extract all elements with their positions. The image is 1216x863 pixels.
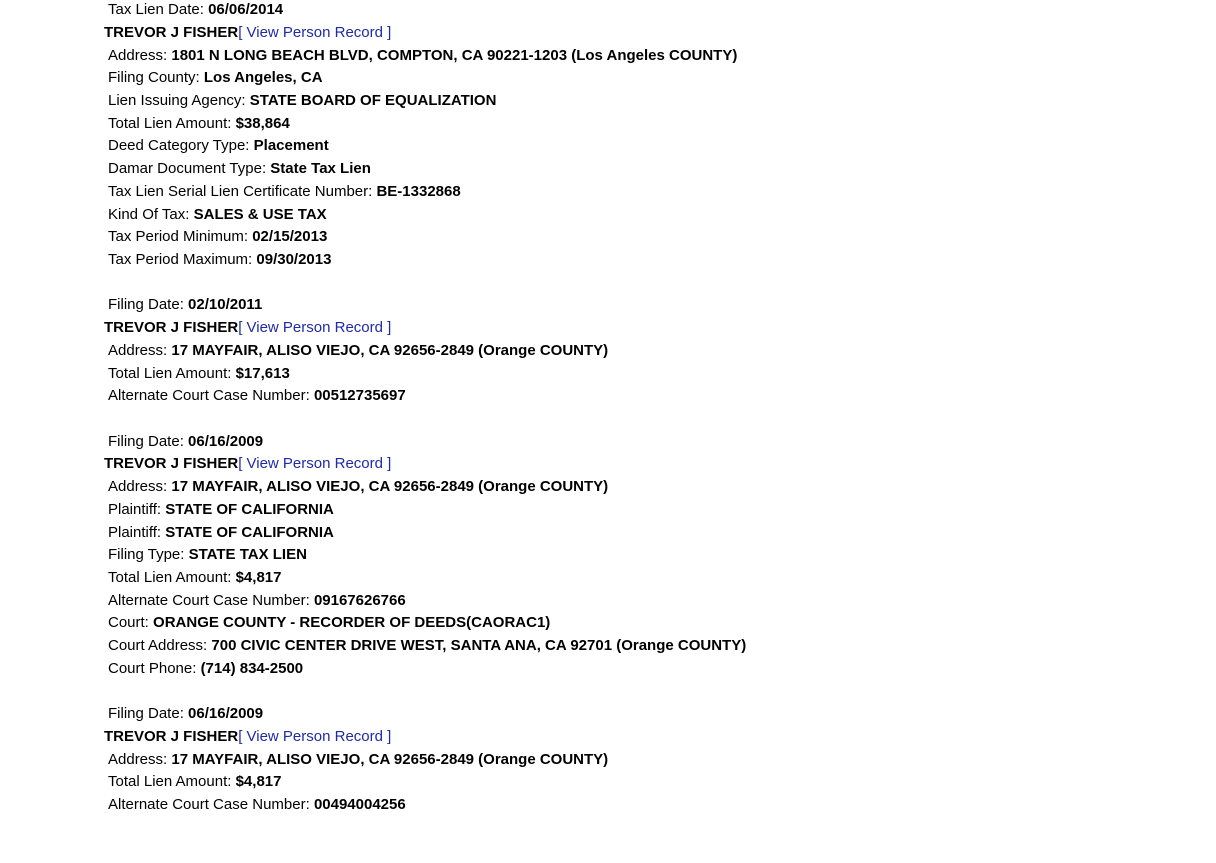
field-row bbox=[108, 772, 281, 792]
field-value: 02/10/2011 bbox=[188, 296, 263, 313]
field-label: Deed Category Type: bbox=[108, 137, 250, 154]
view-person-record-link[interactable]: [ View Person Record ] bbox=[238, 24, 392, 41]
field-label: Address: bbox=[108, 47, 168, 64]
record-header bbox=[108, 704, 263, 724]
field-value: 00512735697 bbox=[313, 387, 406, 404]
record-header bbox=[108, 295, 262, 315]
person-name: TREVOR J FISHER bbox=[104, 455, 239, 472]
field-value: $4,817 bbox=[235, 569, 282, 586]
view-person-record-link[interactable]: [ View Person Record ] bbox=[238, 319, 392, 336]
field-label: Court Address: bbox=[108, 637, 208, 654]
field-value: STATE OF CALIFORNIA bbox=[165, 524, 334, 541]
field-value: 09/30/2013 bbox=[256, 251, 332, 268]
field-value: $38,864 bbox=[235, 115, 290, 132]
field-value: (714) 834-2500 bbox=[200, 660, 304, 677]
field-row bbox=[108, 659, 303, 679]
field-row bbox=[108, 636, 746, 656]
field-value: 1801 N LONG BEACH BLVD, COMPTON, CA 90221-1203 (Los Angeles COUNTY) bbox=[171, 47, 738, 64]
view-person-record-link[interactable]: [ View Person Record ] bbox=[238, 455, 392, 472]
person-name: TREVOR J FISHER bbox=[104, 728, 239, 745]
field-value: 700 CIVIC CENTER DRIVE WEST, SANTA ANA, CA 92701 (Orange COUNTY) bbox=[211, 637, 747, 654]
field-label: Damar Document Type: bbox=[108, 160, 267, 177]
field-label: Total Lien Amount: bbox=[108, 569, 232, 586]
field-label: Total Lien Amount: bbox=[108, 115, 232, 132]
person-name-line bbox=[104, 454, 391, 474]
field-label: Tax Lien Date: bbox=[108, 1, 204, 18]
field-value: 06/16/2009 bbox=[188, 433, 264, 450]
field-row bbox=[108, 250, 331, 270]
field-row bbox=[108, 182, 461, 202]
field-row bbox=[108, 159, 371, 179]
field-row bbox=[108, 68, 323, 88]
field-value: 02/15/2013 bbox=[252, 228, 328, 245]
field-row bbox=[108, 364, 290, 384]
field-value: STATE TAX LIEN bbox=[188, 546, 307, 563]
field-label: Plaintiff: bbox=[108, 524, 162, 541]
field-value: 06/16/2009 bbox=[188, 705, 264, 722]
field-row bbox=[108, 500, 334, 520]
field-row bbox=[108, 568, 281, 588]
field-row bbox=[108, 795, 406, 815]
field-label: Tax Period Minimum: bbox=[108, 228, 249, 245]
field-label: Lien Issuing Agency: bbox=[108, 92, 246, 109]
field-row bbox=[108, 136, 329, 156]
field-label: Filing Date: bbox=[108, 296, 184, 313]
field-value: Placement bbox=[253, 137, 329, 154]
field-label: Filing Date: bbox=[108, 705, 184, 722]
field-value: 17 MAYFAIR, ALISO VIEJO, CA 92656-2849 (Orange COUNTY) bbox=[171, 342, 609, 359]
field-label: Address: bbox=[108, 342, 168, 359]
field-label: Court Phone: bbox=[108, 660, 197, 677]
field-label: Address: bbox=[108, 751, 168, 768]
field-row bbox=[108, 114, 290, 134]
field-row bbox=[108, 591, 406, 611]
field-row bbox=[108, 545, 307, 565]
field-row bbox=[108, 523, 334, 543]
person-name-line bbox=[104, 318, 391, 338]
field-value: 09167626766 bbox=[313, 592, 406, 609]
field-row bbox=[108, 205, 327, 225]
person-name: TREVOR J FISHER bbox=[104, 24, 239, 41]
field-value: $17,613 bbox=[235, 365, 290, 382]
field-label: Plaintiff: bbox=[108, 501, 162, 518]
field-label: Filing Date: bbox=[108, 433, 184, 450]
field-label: Court: bbox=[108, 614, 149, 631]
field-row bbox=[108, 341, 608, 361]
field-label: Alternate Court Case Number: bbox=[108, 796, 310, 813]
record-header bbox=[108, 432, 263, 452]
field-row bbox=[108, 91, 496, 111]
field-label: Alternate Court Case Number: bbox=[108, 387, 310, 404]
field-value: 06/06/2014 bbox=[208, 1, 284, 18]
field-row bbox=[108, 46, 737, 66]
field-value: BE-1332868 bbox=[376, 183, 461, 200]
field-label: Kind Of Tax: bbox=[108, 206, 190, 223]
field-label: Tax Period Maximum: bbox=[108, 251, 253, 268]
record-header bbox=[108, 0, 283, 20]
field-row bbox=[108, 227, 327, 247]
field-row bbox=[108, 477, 608, 497]
field-value: 17 MAYFAIR, ALISO VIEJO, CA 92656-2849 (Orange COUNTY) bbox=[171, 751, 609, 768]
field-value: 17 MAYFAIR, ALISO VIEJO, CA 92656-2849 (Orange COUNTY) bbox=[171, 478, 609, 495]
field-value: 00494004256 bbox=[313, 796, 406, 813]
field-row bbox=[108, 386, 406, 406]
view-person-record-link[interactable]: [ View Person Record ] bbox=[238, 728, 392, 745]
field-value: State Tax Lien bbox=[270, 160, 371, 177]
field-row bbox=[108, 613, 550, 633]
field-value: SALES & USE TAX bbox=[193, 206, 327, 223]
field-row bbox=[108, 750, 608, 770]
person-name: TREVOR J FISHER bbox=[104, 319, 239, 336]
field-label: Filing County: bbox=[108, 69, 200, 86]
field-value: STATE BOARD OF EQUALIZATION bbox=[249, 92, 497, 109]
field-label: Tax Lien Serial Lien Certificate Number: bbox=[108, 183, 373, 200]
field-label: Address: bbox=[108, 478, 168, 495]
field-label: Alternate Court Case Number: bbox=[108, 592, 310, 609]
field-value: ORANGE COUNTY - RECORDER OF DEEDS(CAORAC1) bbox=[153, 614, 551, 631]
field-label: Filing Type: bbox=[108, 546, 185, 563]
person-name-line bbox=[104, 727, 391, 747]
field-value: Los Angeles, CA bbox=[203, 69, 323, 86]
person-name-line bbox=[104, 23, 391, 43]
field-label: Total Lien Amount: bbox=[108, 365, 232, 382]
field-label: Total Lien Amount: bbox=[108, 773, 232, 790]
field-value: $4,817 bbox=[235, 773, 282, 790]
field-value: STATE OF CALIFORNIA bbox=[165, 501, 334, 518]
